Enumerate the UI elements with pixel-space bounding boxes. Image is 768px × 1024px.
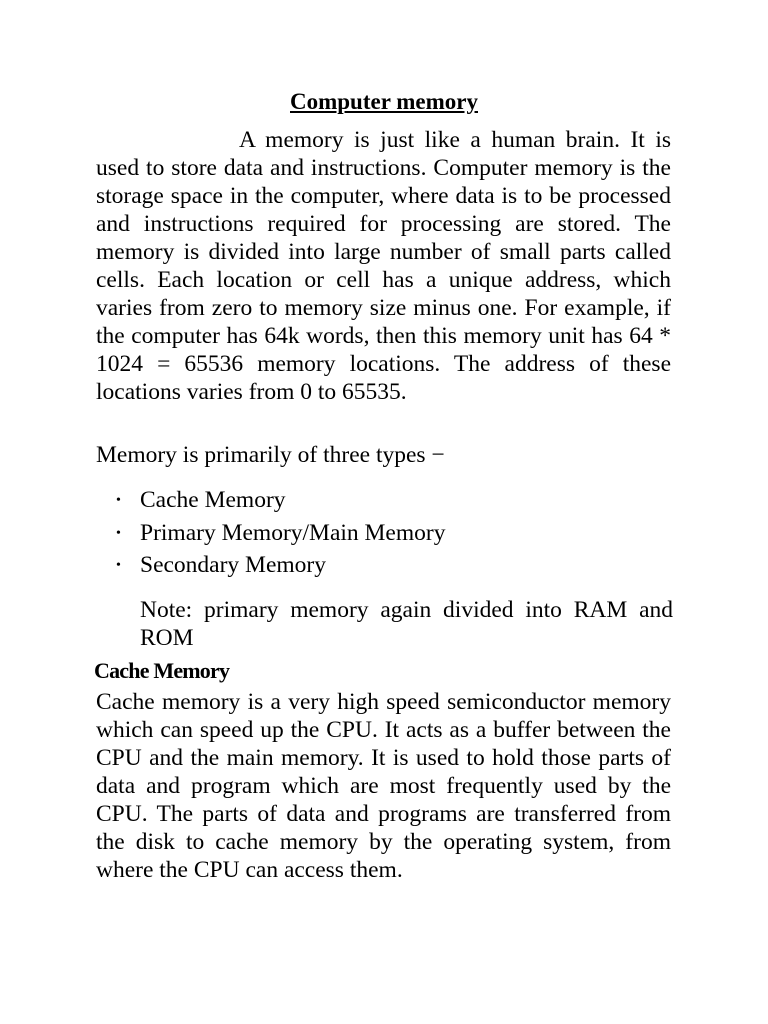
list-item (96, 519, 671, 552)
cache-memory-heading: Cache Memory (94, 658, 230, 683)
list-item-label: Secondary Memory (140, 552, 326, 578)
intro-paragraph: A memory is just like a human brain. It is used to store data and instructions. Computer memory is the storage space in the computer, where data is to be processed and instructions required for processing are stored. The memory is divided into large number of small parts called cells. Each location or cell has a unique address, which varies from zero to memory size minus one. For example, if the computer has 64k words, then this memory unit has 64 * 1024 = 65536 memory locations. The address of these locations varies from 0 to 65535. (96, 127, 671, 405)
page-title: Computer memory (290, 89, 478, 114)
types-intro: Memory is primarily of three types − (96, 442, 445, 468)
list-item (96, 486, 671, 519)
cache-memory-paragraph: Cache memory is a very high speed semiconductor memory which can speed up the CPU. It acts as a buffer between the CPU and the main memory. It is used to hold those parts of data and program which are most frequently used by the CPU. The parts of data and programs are transferred from the disk to cache memory by the operating system, from where the CPU can access them. (96, 689, 671, 883)
list-item-label: Cache Memory (140, 487, 286, 513)
list-item-label: Primary Memory/Main Memory (140, 519, 446, 546)
bullet-icon: • (116, 493, 121, 508)
memory-types-list (96, 486, 671, 584)
bullet-icon: • (116, 525, 121, 541)
bullet-icon: • (116, 558, 121, 573)
list-item (96, 551, 671, 584)
note-paragraph: Note: primary memory again divided into RAM and ROM (140, 597, 673, 651)
